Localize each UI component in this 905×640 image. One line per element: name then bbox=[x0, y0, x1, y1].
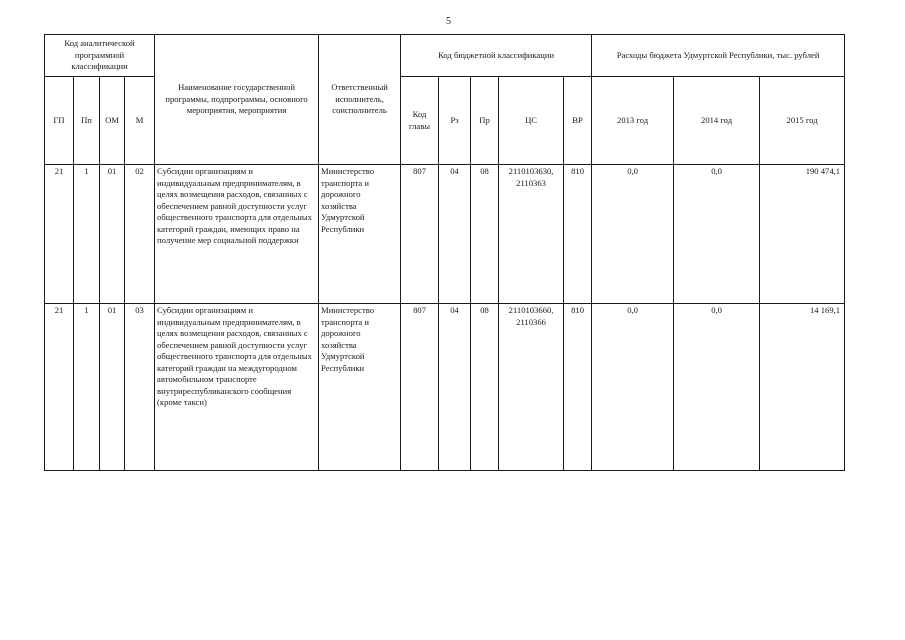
header-2014: 2014 год bbox=[674, 77, 760, 165]
cell-2015: 14 169,1 bbox=[760, 304, 845, 471]
header-kod-glavy: Код главы bbox=[401, 77, 439, 165]
header-name: Наименование государственной программы, подпрограммы, основного мероприятия, мероприятия bbox=[155, 35, 319, 165]
cell-2015: 190 474,1 bbox=[760, 165, 845, 304]
cell-m: 02 bbox=[125, 165, 155, 304]
cell-kod-glavy: 807 bbox=[401, 304, 439, 471]
header-analytic-code: Код аналитической программной классификации bbox=[45, 35, 155, 77]
header-row-1 bbox=[45, 35, 845, 77]
header-pp: Пп bbox=[74, 77, 100, 165]
cell-vr: 810 bbox=[564, 304, 592, 471]
cell-cs: 2110103630, 2110363 bbox=[499, 165, 564, 304]
header-2015: 2015 год bbox=[760, 77, 845, 165]
cell-responsible: Министерство транспорта и дорожного хозяйства Удмуртской Республики bbox=[319, 304, 401, 471]
cell-vr: 810 bbox=[564, 165, 592, 304]
header-cs: ЦС bbox=[499, 77, 564, 165]
header-budget-code: Код бюджетной классификации bbox=[401, 35, 592, 77]
cell-responsible: Министерство транспорта и дорожного хозяйства Удмуртской Республики bbox=[319, 165, 401, 304]
cell-rz: 04 bbox=[439, 165, 471, 304]
header-pr: Пр bbox=[471, 77, 499, 165]
cell-kod-glavy: 807 bbox=[401, 165, 439, 304]
cell-m: 03 bbox=[125, 304, 155, 471]
header-m: М bbox=[125, 77, 155, 165]
table-row bbox=[45, 304, 845, 471]
cell-rz: 04 bbox=[439, 304, 471, 471]
cell-2014: 0,0 bbox=[674, 304, 760, 471]
cell-name: Субсидии организациям и индивидуальным предпринимателям, в целях возмещения расходов, связанных с обеспечением равной доступности услуг общественного транспорта для отдельных категорий граждан на междугородном автомобильном транспорте внутриреспубликанского сообщения (кроме такси) bbox=[155, 304, 319, 471]
cell-2013: 0,0 bbox=[592, 165, 674, 304]
cell-2014: 0,0 bbox=[674, 165, 760, 304]
header-2013: 2013 год bbox=[592, 77, 674, 165]
cell-pp: 1 bbox=[74, 165, 100, 304]
table-row bbox=[45, 165, 845, 304]
cell-om: 01 bbox=[100, 165, 125, 304]
header-responsible: Ответственный исполнитель, соисполнитель bbox=[319, 35, 401, 165]
cell-pp: 1 bbox=[74, 304, 100, 471]
cell-gp: 21 bbox=[45, 304, 74, 471]
header-expenses: Расходы бюджета Удмуртской Республики, тыс. рублей bbox=[592, 35, 845, 77]
header-gp: ГП bbox=[45, 77, 74, 165]
cell-pr: 08 bbox=[471, 165, 499, 304]
header-rz: Рз bbox=[439, 77, 471, 165]
cell-2013: 0,0 bbox=[592, 304, 674, 471]
cell-name: Субсидии организациям и индивидуальным предпринимателям, в целях возмещения расходов, связанных с обеспечением равной доступности услуг общественного транспорта для отдельных категорий граждан, имеющих право на получение мер социальной поддержки bbox=[155, 165, 319, 304]
cell-pr: 08 bbox=[471, 304, 499, 471]
cell-cs: 2110103660, 2110366 bbox=[499, 304, 564, 471]
cell-om: 01 bbox=[100, 304, 125, 471]
budget-table bbox=[44, 34, 845, 471]
header-vr: ВР bbox=[564, 77, 592, 165]
cell-gp: 21 bbox=[45, 165, 74, 304]
header-om: ОМ bbox=[100, 77, 125, 165]
page-number: 5 bbox=[446, 16, 451, 27]
